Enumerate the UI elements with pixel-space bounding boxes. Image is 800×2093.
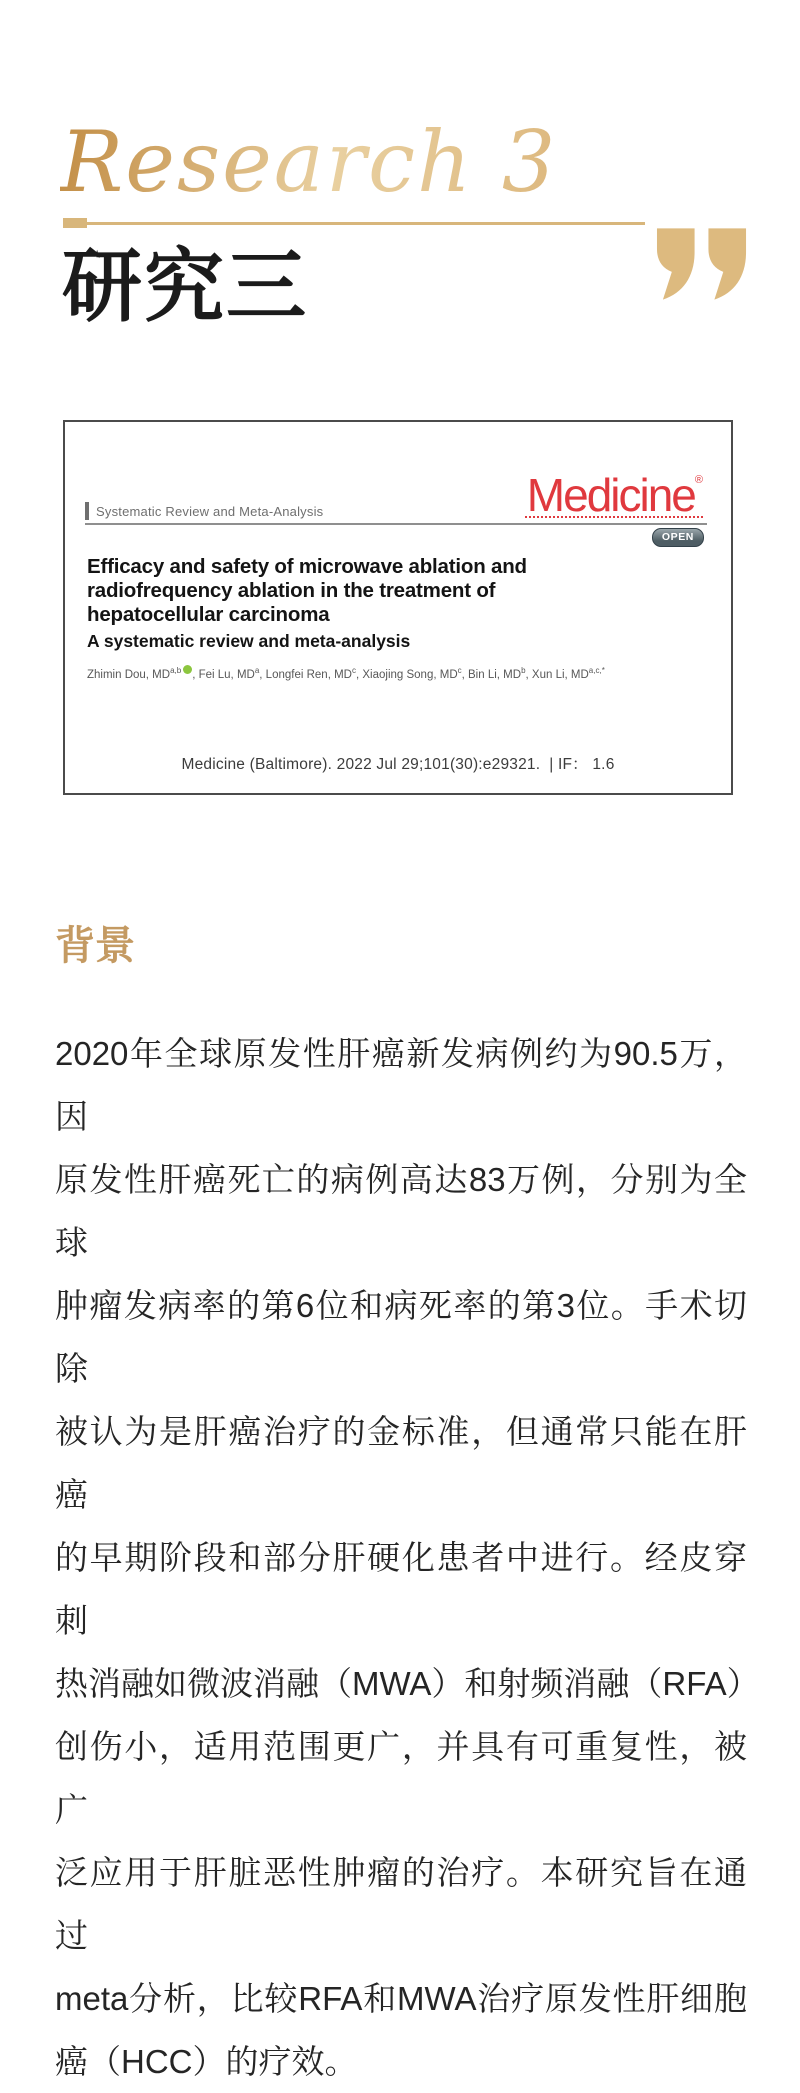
medicine-logo-text: Medicine: [526, 469, 695, 521]
background-paragraph: [55, 1022, 760, 2093]
paragraph-line: 肿瘤发病率的第6位和病死率的第3位。手术切除: [55, 1287, 747, 1387]
medicine-logo: [526, 469, 703, 521]
logo-dotted-underline: [525, 516, 703, 518]
author-affiliation: c: [351, 666, 356, 676]
paragraph-line: 被认为是肝癌治疗的金标准，但通常只能在肝癌: [55, 1413, 747, 1513]
script-title: Research 3: [60, 113, 558, 211]
registered-mark: ®: [694, 474, 703, 486]
author-name: , Longfei Ren, MD: [259, 669, 352, 681]
paragraph-line: 创伤小，适用范围更广，并具有可重复性，被广: [55, 1728, 747, 1828]
author-name: , Xiaojing Song, MD: [355, 669, 458, 681]
author-affiliation: a: [254, 666, 260, 676]
author-affiliation: b: [521, 666, 526, 676]
article-title-line-1: Efficacy and safety of microwave ablation and: [87, 555, 527, 578]
article-citation: Medicine (Baltimore). 2022 Jul 29;101(30):e29321. | IF： 1.6: [181, 756, 615, 773]
open-access-badge: OPEN: [652, 528, 704, 547]
author-affiliation: a,b: [170, 666, 182, 676]
page-title: 研究三: [62, 239, 308, 333]
article-title-line-3: hepatocellular carcinoma: [87, 603, 330, 626]
header-divider: [85, 523, 707, 525]
article-authors: [87, 665, 705, 681]
article-subtitle: A systematic review and meta-analysis: [87, 631, 411, 651]
paragraph-line: 的早期阶段和部分肝硬化患者中进行。经皮穿刺: [55, 1539, 747, 1639]
background-heading: 背景: [55, 922, 135, 969]
paragraph-line: 原发性肝癌死亡的病例高达83万例，分别为全球: [55, 1161, 747, 1261]
gold-divider: [63, 222, 645, 225]
author-name: , Bin Li, MD: [461, 669, 522, 681]
journal-article-card: [63, 420, 733, 795]
orcid-icon: [183, 665, 192, 674]
double-quote-icon: [655, 228, 750, 300]
paragraph-line: meta分析，比较RFA和MWA治疗原发性肝细胞: [55, 1980, 747, 2017]
section-label: Systematic Review and Meta-Analysis: [96, 503, 324, 519]
author-affiliation: c: [457, 666, 462, 676]
article-title-line-2: radiofrequency ablation in the treatment of: [87, 579, 496, 602]
paragraph-line: 2020年全球原发性肝癌新发病例约为90.5万，因: [55, 1035, 747, 1135]
author-affiliation: a,c,*: [588, 666, 605, 676]
article-text-block: [87, 555, 705, 681]
section-label-row: [85, 502, 323, 520]
author-name: , Xun Li, MD: [525, 669, 589, 681]
paragraph-line: 癌（HCC）的疗效。: [55, 2043, 358, 2080]
author-name: Zhimin Dou, MD: [87, 669, 171, 681]
paragraph-line: 热消融如微波消融（MWA）和射频消融（RFA）: [55, 1665, 760, 1702]
paragraph-line: 泛应用于肝脏恶性肿瘤的治疗。本研究旨在通过: [55, 1854, 747, 1954]
author-name: , Fei Lu, MD: [192, 669, 255, 681]
